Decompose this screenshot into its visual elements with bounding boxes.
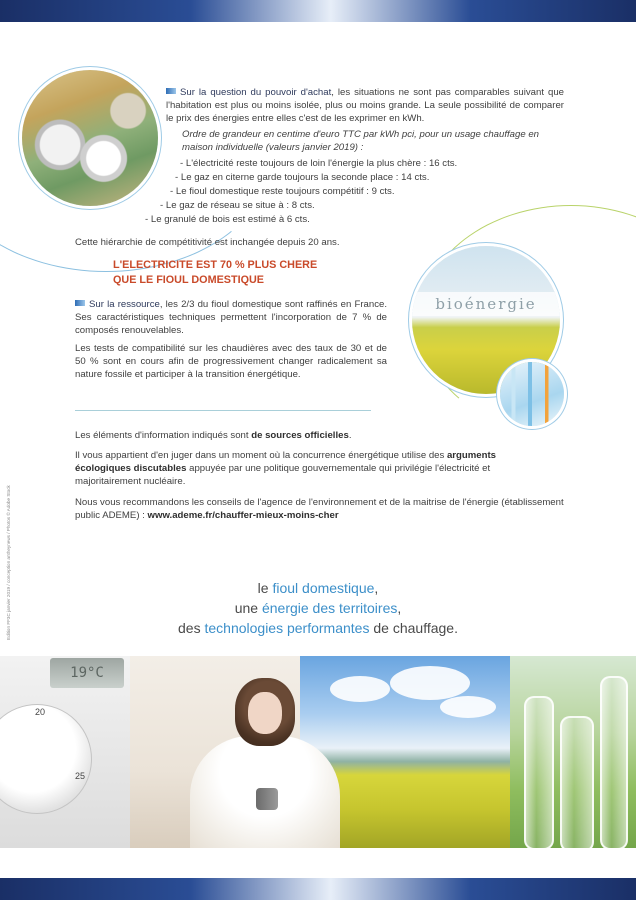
resource-text: , les 2/3 du fioul domestique sont raffinés en France. Ses caractéristiques techniques permettent l'incorporation de 7 % de composés renouvelables. bbox=[75, 299, 387, 336]
woman-face bbox=[248, 692, 282, 734]
bottom-photo-strip bbox=[0, 656, 636, 848]
dial-number-20: 20 bbox=[35, 707, 46, 717]
money-and-radiator-photo bbox=[22, 70, 158, 206]
test-tubes-photo bbox=[500, 362, 564, 426]
recommendation-paragraph: Nous vous recommandons les conseils de l'agence de l'environnement et de la maitrise de l'énergie (établissement public ADEME) : www.ademe.fr/chauffer-mieux-moins-cher bbox=[75, 497, 564, 521]
section-divider bbox=[75, 410, 371, 411]
bullet-icon bbox=[75, 300, 85, 306]
slogan-line-2: une énergie des territoires, bbox=[234, 600, 402, 616]
thermostat-display: 19°C bbox=[50, 658, 124, 688]
bullet-icon bbox=[166, 88, 176, 94]
judgement-paragraph: Il vous appartient d'en juger dans un moment où la concurrence énergétique utilise des arguments écologiques discutables appuyée par une politique gouvernementale qui privilégie l'électricité et majoritairement nucléaire. bbox=[75, 450, 497, 487]
price-list-item-wood-pellets: - Le granulé de bois est estimé à 6 cts. bbox=[145, 214, 310, 225]
slogan-line-1: le fioul domestique, bbox=[257, 580, 379, 596]
mug bbox=[256, 788, 278, 810]
section-heading bbox=[113, 258, 413, 288]
bottom-decorative-bar bbox=[0, 878, 636, 900]
sources-paragraph: Les éléments d'information indiqués sont de sources officielles. bbox=[75, 430, 352, 441]
top-decorative-bar bbox=[0, 0, 636, 22]
thermostat-dial bbox=[0, 704, 92, 814]
photo-credit: Edition FF3C janvier 2019 / conception antheynews / Photos © Adobe Stock bbox=[6, 485, 11, 640]
price-note: Ordre de grandeur en centime d'euro TTC par kWh pci, pour un usage chauffage en maison individuelle (valeurs janvier 2019) : bbox=[182, 129, 540, 153]
ecological-arguments-text: arguments écologiques discutables bbox=[75, 450, 497, 474]
heading-line-2: QUE LE FIOUL DOMESTIQUE bbox=[113, 274, 264, 286]
purchasing-power-lead: Sur la question du pouvoir d'achat bbox=[180, 87, 332, 98]
slogan bbox=[0, 578, 636, 638]
bioenergy-label: bioénergie bbox=[412, 292, 560, 316]
purchasing-power-paragraph bbox=[166, 86, 564, 125]
laboratory-glassware-photo bbox=[510, 656, 636, 848]
thermostat-photo bbox=[0, 656, 131, 848]
ademe-link[interactable]: www.ademe.fr/chauffer-mieux-moins-cher bbox=[147, 510, 339, 521]
price-list-item-network-gas: - Le gaz de réseau se situe à : 8 cts. bbox=[160, 200, 315, 211]
price-list-item-electricity: - L'électricité reste toujours de loin l'énergie la plus chère : 16 cts. bbox=[180, 158, 458, 169]
resource-lead: Sur la ressource bbox=[89, 299, 160, 310]
price-list-item-heating-oil: - Le fioul domestique reste toujours compétitif : 9 cts. bbox=[170, 186, 395, 197]
resource-paragraph bbox=[75, 298, 387, 337]
price-list-item-tank-gas: - Le gaz en citerne garde toujours la seconde place : 14 cts. bbox=[175, 172, 430, 183]
official-sources-text: de sources officielles bbox=[251, 430, 349, 441]
dial-number-25: 25 bbox=[75, 771, 86, 781]
heading-line-1: L'ELECTRICITE EST 70 % PLUS CHERE bbox=[113, 259, 318, 271]
compatibility-paragraph: Les tests de compatibilité sur les chaudières avec des taux de 30 et de 50 % sont en cours afin de progressivement changer radicalement sa nature fossile et participer à la transition énergétique. bbox=[75, 343, 387, 380]
slogan-line-3: des technologies performantes de chauffage. bbox=[178, 620, 458, 636]
purchasing-power-text: , les situations ne sont pas comparables suivant que l'habitation est plus ou moins isolée, plus ou moins grande. La seule possibilité de comparer le prix des énergies entre elles c'est de les exprimer en kWh. bbox=[166, 87, 564, 124]
competitiveness-conclusion: Cette hiérarchie de compétitivité est inchangée depuis 20 ans. bbox=[75, 237, 340, 248]
